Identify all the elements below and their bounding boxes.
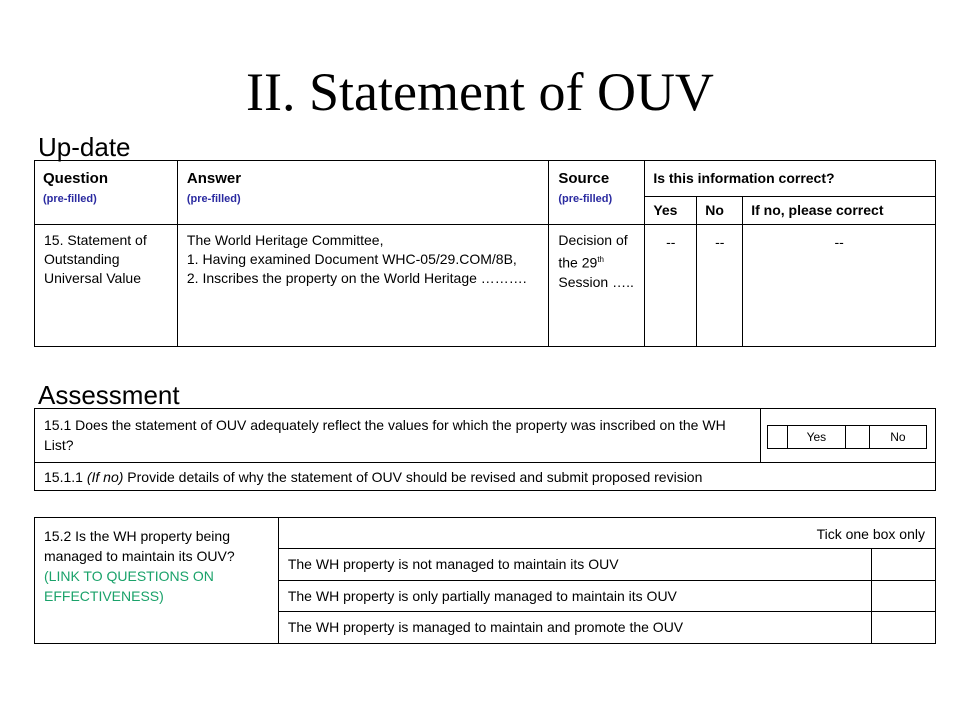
no-label: No bbox=[869, 426, 927, 449]
option-managed-promote-checkbox[interactable] bbox=[872, 612, 936, 644]
assessment-table bbox=[34, 408, 936, 491]
option-managed-promote: The WH property is managed to maintain and promote the OUV bbox=[278, 612, 871, 644]
assessment-heading: Assessment bbox=[38, 380, 180, 410]
yes-checkbox[interactable] bbox=[768, 426, 788, 449]
row-source: Decision of the 29th Session ….. bbox=[549, 225, 645, 347]
option-partially-managed: The WH property is only partially managed to maintain its OUV bbox=[278, 581, 871, 612]
row-yes-cell[interactable]: -- bbox=[645, 225, 697, 347]
effectiveness-link[interactable]: (LINK TO QUESTIONS ON EFFECTIVENESS) bbox=[44, 568, 214, 604]
yes-label: Yes bbox=[788, 426, 846, 449]
header-if-no-correct: If no, please correct bbox=[743, 197, 936, 225]
answer-15-1-cell bbox=[761, 409, 936, 463]
header-is-correct: Is this information correct? bbox=[645, 161, 936, 197]
yes-no-boxes bbox=[767, 425, 927, 449]
row-no-cell[interactable]: -- bbox=[697, 225, 743, 347]
question-15-1: 15.1 Does the statement of OUV adequately reflect the values for which the property was inscribed on the WH List? bbox=[35, 409, 761, 463]
header-question: Question (pre-filled) bbox=[35, 161, 178, 225]
row-question: 15. Statement of Outstanding Universal Value bbox=[35, 225, 178, 347]
update-table bbox=[34, 160, 936, 347]
option-not-managed-checkbox[interactable] bbox=[872, 549, 936, 581]
header-no: No bbox=[697, 197, 743, 225]
row-correction-cell[interactable]: -- bbox=[743, 225, 936, 347]
management-table bbox=[34, 517, 936, 644]
option-not-managed: The WH property is not managed to maintain its OUV bbox=[278, 549, 871, 581]
page-title: II. Statement of OUV bbox=[246, 62, 714, 122]
header-yes: Yes bbox=[645, 197, 697, 225]
no-checkbox[interactable] bbox=[845, 426, 869, 449]
header-source: Source (pre-filled) bbox=[549, 161, 645, 225]
question-15-1-1: 15.1.1 (If no) Provide details of why the statement of OUV should be revised and submit proposed revision bbox=[35, 463, 936, 491]
row-answer: The World Heritage Committee, 1. Having examined Document WHC-05/29.COM/8B, 2. Inscribes the property on the World Heritage ………. bbox=[177, 225, 548, 347]
option-partially-managed-checkbox[interactable] bbox=[872, 581, 936, 612]
question-15-2: 15.2 Is the WH property being managed to maintain its OUV? (LINK TO QUESTIONS ON EFFECTIVENESS) bbox=[35, 518, 279, 644]
header-answer: Answer (pre-filled) bbox=[177, 161, 548, 225]
update-heading: Up-date bbox=[38, 132, 131, 162]
tick-instruction: Tick one box only bbox=[278, 518, 935, 549]
